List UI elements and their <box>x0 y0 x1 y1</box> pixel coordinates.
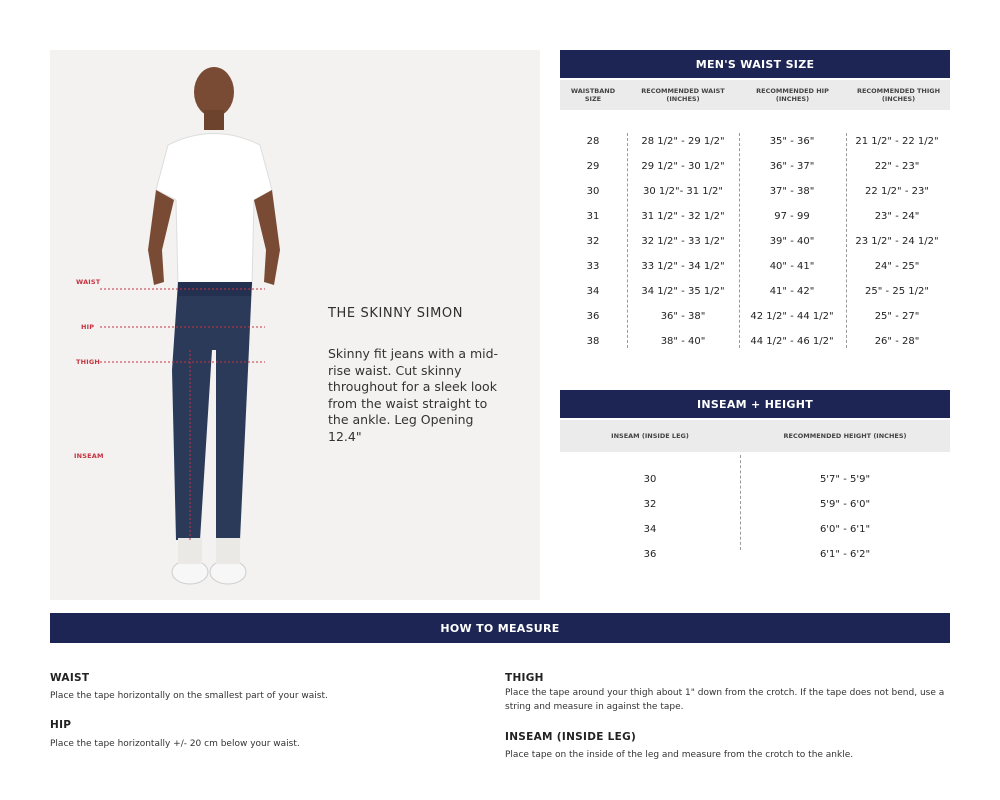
inseam-table-cell: 6'0" - 6'1" <box>819 524 871 535</box>
waist-table-cell: 21 1/2" - 22 1/2" <box>855 136 939 147</box>
waist-table-cell: 28 1/2" - 29 1/2" <box>641 136 725 147</box>
thigh-heading: THIGH <box>505 672 544 684</box>
hip-heading: HIP <box>50 719 72 731</box>
hip-instructions: Place the tape horizontally +/- 20 cm below your waist. <box>50 739 300 749</box>
thigh-instructions: Place the tape around your thigh about 1" down from the crotch. If the tape does not bend, use a string and measure in against the tape. <box>505 688 945 712</box>
waist-table-cell: 36" - 38" <box>660 311 706 322</box>
waist-instructions: Place the tape horizontally on the smallest part of your waist. <box>50 691 328 701</box>
waist-table-cell: 22 1/2" - 23" <box>865 186 929 197</box>
waist-table-cell: 23 1/2" - 24 1/2" <box>855 236 939 247</box>
waist-table-cell: 44 1/2" - 46 1/2" <box>750 336 834 347</box>
waist-table-cell: 30 <box>586 186 600 197</box>
inseam-table-cell: 5'9" - 6'0" <box>819 499 871 510</box>
product-title: THE SKINNY SIMON <box>328 306 464 321</box>
header-rec-hip: RECOMMENDED HIP (INCHES) <box>756 87 829 103</box>
inseam-table-cell: 32 <box>643 499 657 510</box>
inseam-measure-label: INSEAM <box>74 452 104 460</box>
waist-table-cell: 37" - 38" <box>769 186 815 197</box>
waist-table-cell: 31 1/2" - 32 1/2" <box>641 211 725 222</box>
inseam-table-cell: 30 <box>643 474 657 485</box>
inseam-table-cell: 6'1" - 6'2" <box>819 549 871 560</box>
waist-table-cell: 31 <box>586 211 600 222</box>
model-figure-image <box>50 50 540 600</box>
waist-table-cell: 36" - 37" <box>769 161 815 172</box>
model-photo-panel <box>50 50 540 600</box>
waist-table-cell: 28 <box>586 136 600 147</box>
waist-table-cell: 29 1/2" - 30 1/2" <box>641 161 725 172</box>
waist-table-cell: 41" - 42" <box>769 286 815 297</box>
header-rec-thigh: RECOMMENDED THIGH (INCHES) <box>856 87 941 103</box>
waist-table-cell: 34 <box>586 286 600 297</box>
waist-table-title: MEN'S WAIST SIZE <box>560 50 950 78</box>
waist-table-cell: 24" - 25" <box>874 261 920 272</box>
inseam-table-cell: 5'7" - 5'9" <box>819 474 871 485</box>
waist-table-cell: 25" - 25 1/2" <box>865 286 929 297</box>
waist-measure-label: WAIST <box>76 278 101 286</box>
header-rec-height: RECOMMENDED HEIGHT (INCHES) <box>783 432 907 440</box>
header-inseam: INSEAM (INSIDE LEG) <box>611 432 689 440</box>
waist-table-header <box>560 80 950 110</box>
waist-table-cell: 33 <box>586 261 600 272</box>
waist-table-cell: 35" - 36" <box>769 136 815 147</box>
thigh-measure-label: THIGH <box>76 358 101 366</box>
waist-table-cell: 30 1/2"- 31 1/2" <box>643 186 723 197</box>
column-divider <box>740 455 741 550</box>
waist-table-cell: 39" - 40" <box>769 236 815 247</box>
how-to-measure-title: HOW TO MEASURE <box>50 613 950 643</box>
waist-table-cell: 22" - 23" <box>874 161 920 172</box>
waist-table-cell: 32 1/2" - 33 1/2" <box>641 236 725 247</box>
inseam-heading: INSEAM (INSIDE LEG) <box>505 731 637 743</box>
waist-table-cell: 25" - 27" <box>874 311 920 322</box>
inseam-table-header <box>560 420 950 452</box>
inseam-table-title: INSEAM + HEIGHT <box>560 390 950 418</box>
inseam-table-cell: 36 <box>643 549 657 560</box>
inseam-table-cell: 34 <box>643 524 657 535</box>
waist-table-cell: 33 1/2" - 34 1/2" <box>641 261 725 272</box>
waist-table-cell: 36 <box>586 311 600 322</box>
waist-table-cell: 29 <box>586 161 600 172</box>
waist-table-cell: 26" - 28" <box>874 336 920 347</box>
waist-table-cell: 97 - 99 <box>774 211 810 222</box>
waist-table-cell: 23" - 24" <box>874 211 920 222</box>
header-waistband: WAISTBAND SIZE <box>570 87 616 103</box>
waist-table-cell: 38 <box>586 336 600 347</box>
waist-table-cell: 38" - 40" <box>660 336 706 347</box>
inseam-instructions: Place tape on the inside of the leg and measure from the crotch to the ankle. <box>505 750 854 760</box>
product-description: Skinny fit jeans with a mid-rise waist. Cut skinny throughout for a sleek look from the waist straight to the ankle. Leg Opening 12.4" <box>328 346 499 444</box>
header-rec-waist: RECOMMENDED WAIST (INCHES) <box>641 87 725 103</box>
waist-table-cell: 32 <box>586 236 600 247</box>
waist-table-cell: 34 1/2" - 35 1/2" <box>641 286 725 297</box>
hip-measure-label: HIP <box>81 323 95 331</box>
waist-table-cell: 40" - 41" <box>769 261 815 272</box>
waist-heading: WAIST <box>50 672 90 684</box>
waist-table-cell: 42 1/2" - 44 1/2" <box>750 311 834 322</box>
